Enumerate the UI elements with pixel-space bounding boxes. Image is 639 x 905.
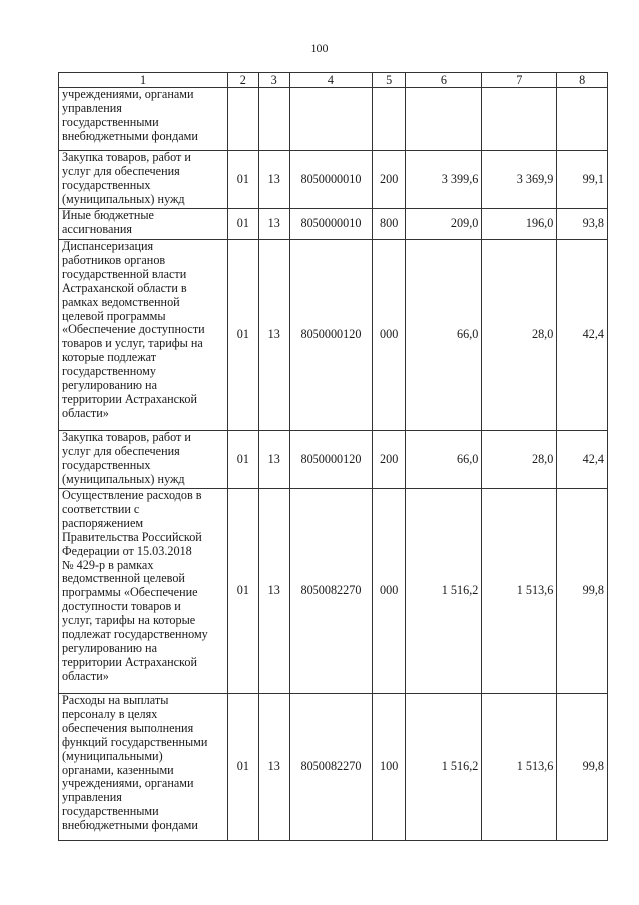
cell-planned (406, 88, 482, 151)
cell-section: 01 (228, 431, 258, 489)
cell-expense-type: 200 (372, 431, 405, 489)
row-name-cell (59, 88, 228, 151)
page-number: 100 (310, 41, 329, 55)
cell-target-article: 8050000010 (289, 151, 372, 209)
cell-percent: 99,8 (557, 694, 608, 841)
table-row (59, 240, 608, 431)
cell-expense-type: 200 (372, 151, 405, 209)
cell-percent: 42,4 (557, 240, 608, 431)
table-header-row (59, 73, 608, 88)
cell-target-article: 8050082270 (289, 489, 372, 694)
cell-subsection: 13 (258, 209, 289, 240)
cell-expense-type (372, 88, 405, 151)
cell-planned: 66,0 (406, 431, 482, 489)
cell-subsection: 13 (258, 489, 289, 694)
cell-target-article: 8050000010 (289, 209, 372, 240)
cell-subsection: 13 (258, 240, 289, 431)
column-header: 5 (372, 73, 405, 88)
cell-planned: 1 516,2 (406, 694, 482, 841)
cell-subsection (258, 88, 289, 151)
table-row (59, 88, 608, 151)
cell-executed (482, 88, 557, 151)
cell-subsection: 13 (258, 151, 289, 209)
cell-executed: 1 513,6 (482, 694, 557, 841)
cell-executed: 196,0 (482, 209, 557, 240)
cell-planned: 3 399,6 (406, 151, 482, 209)
cell-expense-type: 100 (372, 694, 405, 841)
table-row (59, 209, 608, 240)
column-header: 2 (228, 73, 258, 88)
row-name: Расходы на выплаты персоналу в целях обеспечения выполнения функций государственными (муниципальными) органами, казенными учреждениями, органами управления государственными внебюджетными фондами (62, 693, 208, 833)
cell-subsection: 13 (258, 431, 289, 489)
cell-section (228, 88, 258, 151)
cell-target-article (289, 88, 372, 151)
cell-executed: 3 369,9 (482, 151, 557, 209)
row-name: Иные бюджетные ассигнования (62, 208, 154, 236)
column-header: 3 (258, 73, 289, 88)
cell-executed: 28,0 (482, 240, 557, 431)
column-header: 6 (406, 73, 482, 88)
cell-percent: 99,1 (557, 151, 608, 209)
cell-section: 01 (228, 489, 258, 694)
budget-table (58, 72, 608, 841)
row-name-cell (59, 209, 228, 240)
cell-executed: 28,0 (482, 431, 557, 489)
row-name: Осуществление расходов в соответствии с распоряжением Правительства Российской Федерации от 15.03.2018 № 429-р в рамках ведомственной целевой программы «Обеспечение доступности товаров и услуг, тарифы на которые подлежат государственному регулированию на территории Астраханской области» (62, 488, 208, 683)
row-name-cell (59, 489, 228, 694)
cell-expense-type: 000 (372, 240, 405, 431)
cell-planned: 1 516,2 (406, 489, 482, 694)
cell-expense-type: 800 (372, 209, 405, 240)
row-name-cell (59, 151, 228, 209)
row-name: Закупка товаров, работ и услуг для обеспечения государственных (муниципальных) нужд (62, 150, 191, 206)
cell-section: 01 (228, 151, 258, 209)
row-name-cell (59, 431, 228, 489)
cell-subsection: 13 (258, 694, 289, 841)
row-name: Закупка товаров, работ и услуг для обеспечения государственных (муниципальных) нужд (62, 430, 191, 486)
table-row (59, 489, 608, 694)
cell-section: 01 (228, 209, 258, 240)
cell-executed: 1 513,6 (482, 489, 557, 694)
cell-section: 01 (228, 694, 258, 841)
cell-expense-type: 000 (372, 489, 405, 694)
column-header: 4 (289, 73, 372, 88)
column-header: 8 (557, 73, 608, 88)
row-name-cell (59, 694, 228, 841)
cell-planned: 66,0 (406, 240, 482, 431)
column-header: 1 (59, 73, 228, 88)
cell-target-article: 8050000120 (289, 431, 372, 489)
cell-planned: 209,0 (406, 209, 482, 240)
table-row (59, 151, 608, 209)
table-row (59, 694, 608, 841)
row-name: Диспансеризация работников органов государственной власти Астраханской области в рамках ведомственной целевой программы «Обеспечение доступности товаров и услуг, тарифы на которые подлежат государственному регулированию на территории Астраханской области» (62, 239, 205, 420)
cell-percent: 42,4 (557, 431, 608, 489)
column-header: 7 (482, 73, 557, 88)
cell-percent: 99,8 (557, 489, 608, 694)
row-name: учреждениями, органами управления государственными внебюджетными фондами (62, 87, 198, 143)
cell-target-article: 8050000120 (289, 240, 372, 431)
cell-target-article: 8050082270 (289, 694, 372, 841)
table-row (59, 431, 608, 489)
cell-percent (557, 88, 608, 151)
cell-percent: 93,8 (557, 209, 608, 240)
cell-section: 01 (228, 240, 258, 431)
row-name-cell (59, 240, 228, 431)
